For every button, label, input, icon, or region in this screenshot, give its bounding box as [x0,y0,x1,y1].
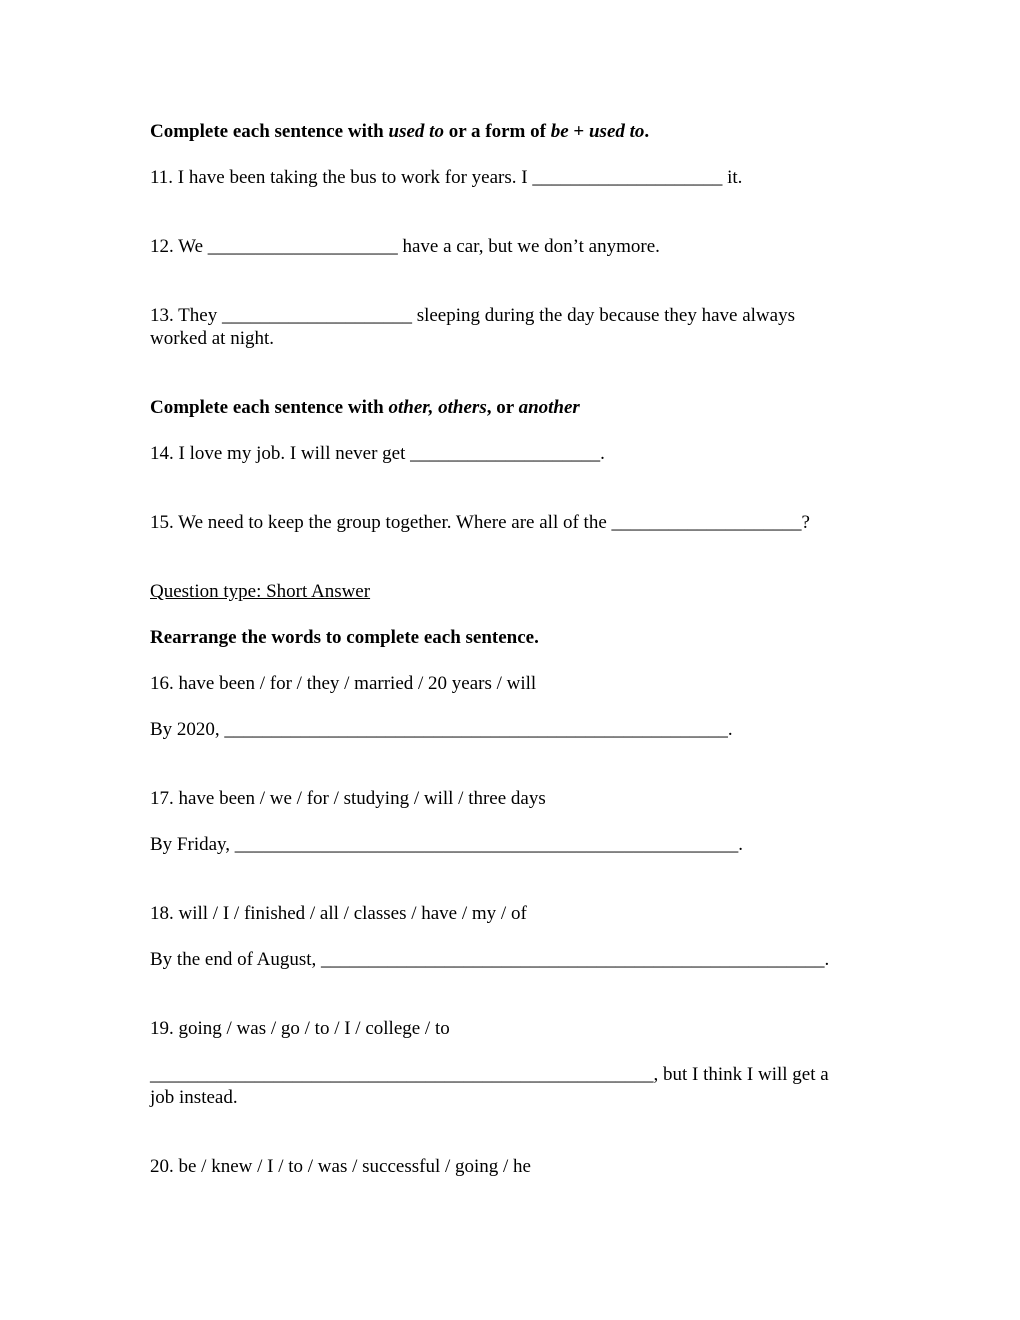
question-19-words: 19. going / was / go / to / I / college / to [150,1018,450,1039]
question-16-answer: By 2020, _____________________________________________________. [150,719,733,740]
heading-italic-term: other, others [388,397,487,418]
heading-text: Complete each sentence with [150,121,389,142]
heading-text: or a form of [443,121,551,142]
heading-text: Complete each sentence with [150,397,389,418]
heading-italic-term: used to [388,121,444,142]
question-19-answer-line-2: job instead. [150,1087,238,1108]
section-heading-used-to [150,120,649,143]
heading-text: , or [486,397,519,418]
question-17-answer: By Friday, _____________________________________________________. [150,834,744,855]
question-16-words: 16. have been / for / they / married / 20 years / will [150,673,537,694]
question-14: 14. I love my job. I will never get ____________________. [150,443,605,464]
heading-text: . [644,121,650,142]
question-13-line-2: worked at night. [150,328,275,349]
question-18-words: 18. will / I / finished / all / classes / have / my / of [150,903,527,924]
question-15: 15. We need to keep the group together. Where are all of the ____________________? [150,512,810,533]
question-12: 12. We ____________________ have a car, but we don’t anymore. [150,236,660,257]
question-20-words: 20. be / knew / I / to / was / successful / going / he [150,1156,531,1177]
heading-text: + [568,121,589,142]
heading-italic-term: be [550,121,569,142]
question-19-answer-line-1: _____________________________________________________, but I think I will get a [150,1064,829,1085]
section-heading-rearrange: Rearrange the words to complete each sentence. [150,627,539,648]
question-11: 11. I have been taking the bus to work for years. I ____________________ it. [150,167,743,188]
question-type-label: Question type: Short Answer [150,581,371,602]
question-18-answer: By the end of August, _____________________________________________________. [150,949,830,970]
section-heading-other [150,396,580,419]
heading-italic-term: used to [588,121,645,142]
question-13-line-1: 13. They ____________________ sleeping during the day because they have always [150,305,795,326]
heading-italic-term: another [518,397,580,418]
question-17-words: 17. have been / we / for / studying / will / three days [150,788,546,809]
